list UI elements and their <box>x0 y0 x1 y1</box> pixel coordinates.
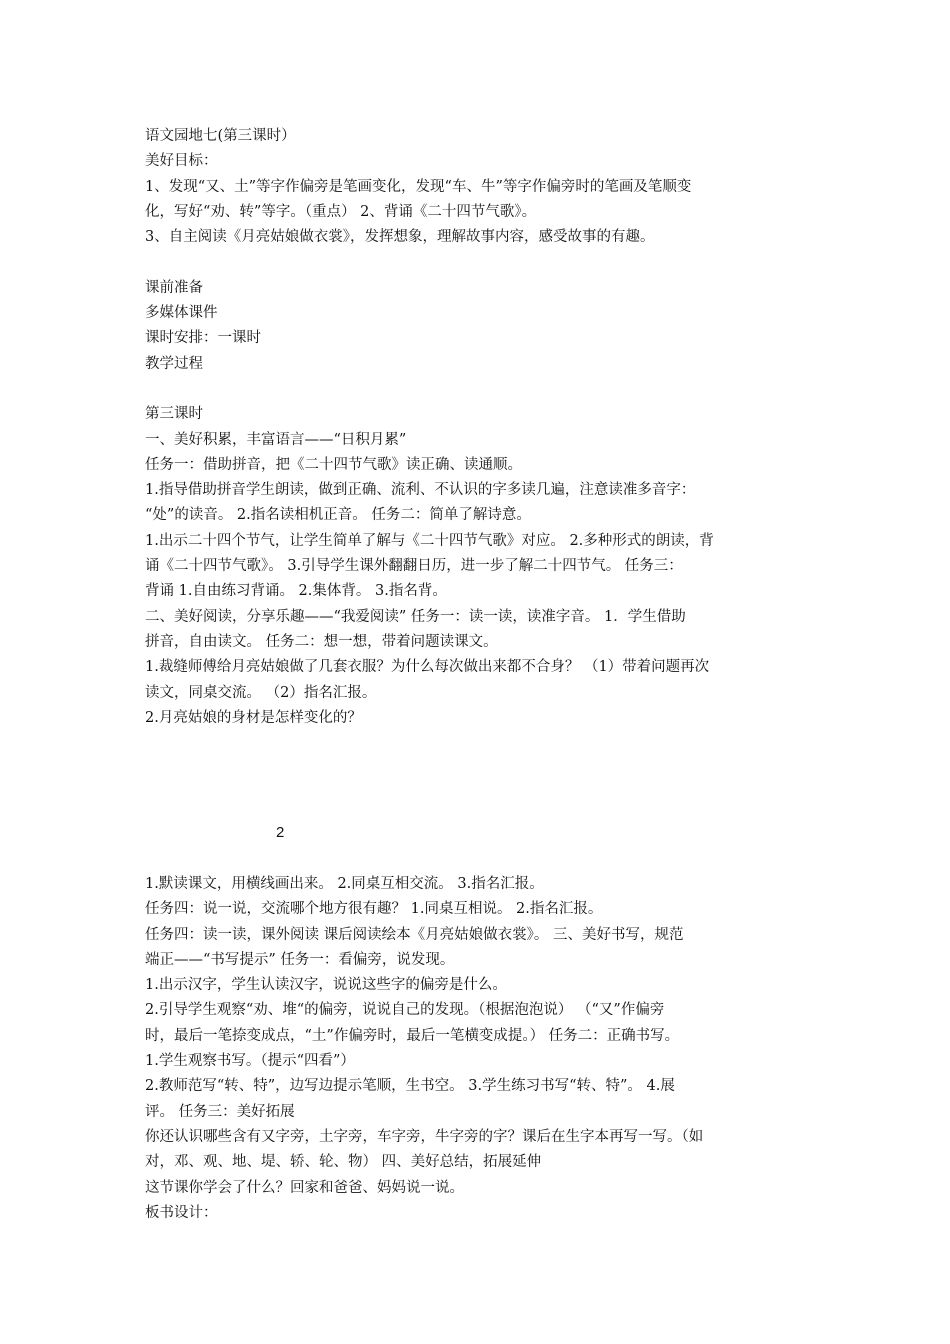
page-number: 2 <box>276 824 285 841</box>
text-line: 这节课你学会了什么？回家和爸爸、妈妈说一说。 <box>145 1179 464 1196</box>
document-section-2 <box>145 872 813 1226</box>
text-line: 拼音，自由读文。 任务二：想一想，带着问题读课文。 <box>145 633 498 650</box>
text-line: 任务四：说一说，交流哪个地方很有趣？ 1.同桌互相说。 2.指名汇报。 <box>145 901 603 918</box>
text-line: 任务四：读一读，课外阅读 课后阅读绘本《月亮姑娘做衣裳》。 三、美好书写，规范 <box>145 926 684 943</box>
text-line: 1.指导借助拼音学生朗读，做到正确、流利、不认识的字多读几遍，注意读准多音字： <box>145 482 696 499</box>
text-line: 2.月亮姑娘的身材是怎样变化的？ <box>145 709 362 726</box>
text-line: 时，最后一笔捺变成点，“土”作偏旁时，最后一笔横变成提。） 任务二：正确书写。 <box>145 1027 680 1044</box>
text-line: 读文，同桌交流。 （2）指名汇报。 <box>145 684 377 701</box>
text-line: 你还认识哪些含有又字旁，土字旁，车字旁，牛字旁的字？课后在生字本再写一写。（如 <box>145 1128 704 1145</box>
text-line: 1.出示汉字，学生认读汉字，说说这些字的偏旁是什么。 <box>145 977 507 994</box>
text-line: 一、美好积累，丰富语言——“日积月累” <box>145 431 407 448</box>
document-title: 语文园地七(第三课时） <box>145 128 296 144</box>
heading-goals: 美好目标： <box>145 153 218 170</box>
text-line: 1.默读课文，用横线画出来。 2.同桌互相交流。 3.指名汇报。 <box>145 876 544 892</box>
blank-line <box>145 377 813 402</box>
text-line: 1.出示二十四个节气，让学生简单了解与《二十四节气歌》对应。 2.多种形式的朗读，背 <box>145 532 714 549</box>
text-line: 1.裁缝师傅给月亮姑娘做了几套衣服？为什么每次做出来都不合身？ （1）带着问题再次 <box>145 659 710 676</box>
heading-lesson: 第三课时 <box>145 406 203 423</box>
text-line: 1、发现“又、土”等字作偏旁是笔画变化，发现“车、牛”等字作偏旁时的笔画及笔顺变 <box>145 178 692 195</box>
text-line: 2.引导学生观察“劝、堆“的偏旁，说说自己的发现。（根据泡泡说） （“又”作偏旁 <box>145 1002 665 1019</box>
text-line: 诵《二十四节气歌》。 3.引导学生课外翻翻日历，进一步了解二十四节气。 任务三： <box>145 558 683 575</box>
text-line: 二、美好阅读，分享乐趣——“我爱阅读” 任务一：读一读，读准字音。 1．学生借助 <box>145 608 686 625</box>
text-line: 化，写好“劝、转”等字。（重点） 2、背诵《二十四节气歌》。 <box>145 203 537 220</box>
text-line: 评。 任务三：美好拓展 <box>145 1103 295 1120</box>
text-line: 2.教师范写“转、特”，边写边提示笔顺，生书空。 3.学生练习书写“转、特”。 4.展 <box>145 1078 675 1095</box>
text-line: 任务一：借助拼音，把《二十四节气歌》读正确、读通顺。 <box>145 456 522 473</box>
text-line: 背诵 1.自由练习背诵。 2.集体背。 3.指名背。 <box>145 583 447 600</box>
text-line: 1.学生观察书写。（提示“四看”） <box>145 1053 355 1070</box>
text-line: “处”的读音。 2.指名读相机正音。 任务二：简单了解诗意。 <box>145 507 531 524</box>
text-line: 对，邓、观、地、堤、轿、轮、物） 四、美好总结，拓展延伸 <box>145 1154 542 1171</box>
heading-preparation: 课前准备 <box>145 279 203 296</box>
heading-process: 教学过程 <box>145 355 203 372</box>
text-line: 课时安排：一课时 <box>145 330 261 347</box>
text-line: 多媒体课件 <box>145 305 218 322</box>
document-section-1 <box>145 124 813 731</box>
blank-line <box>145 250 813 275</box>
text-line: 3、自主阅读《月亮姑娘做衣裳》，发挥想象，理解故事内容，感受故事的有趣。 <box>145 229 655 246</box>
heading-board-design: 板书设计： <box>145 1204 218 1221</box>
text-line: 端正——“书写提示” 任务一：看偏旁，说发现。 <box>145 951 455 968</box>
